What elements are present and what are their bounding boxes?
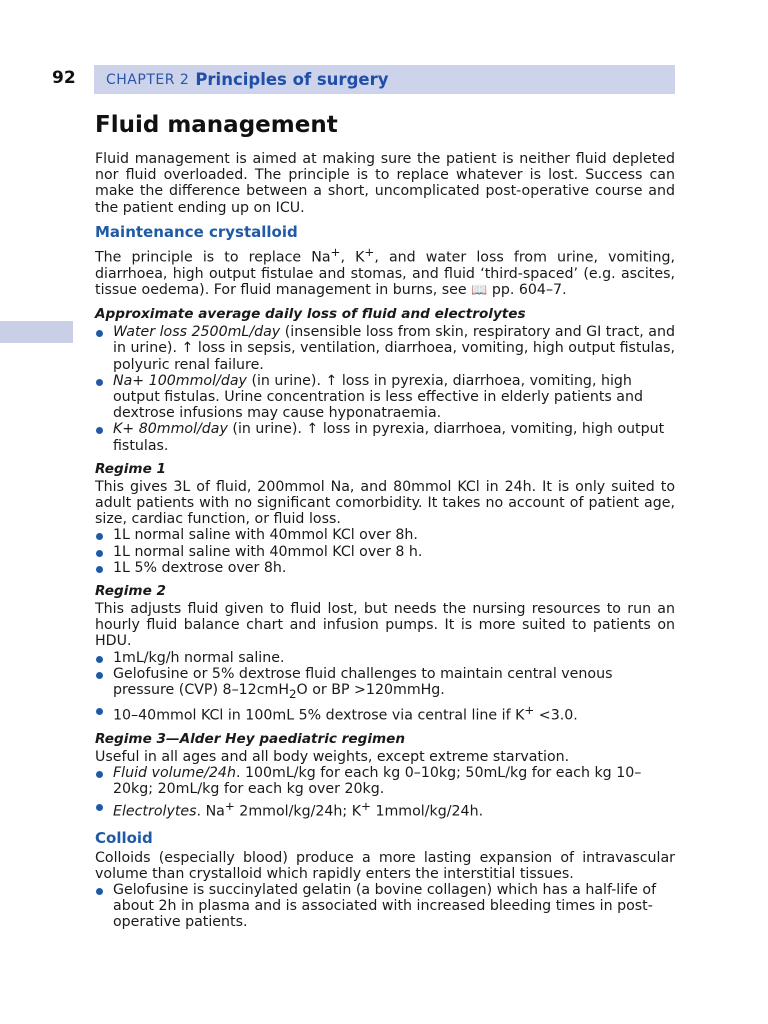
chapter-thumb-tab: [0, 321, 73, 343]
list-item: 1L normal saline with 40mmol KCl over 8h.: [95, 527, 675, 543]
list-item: Gelofusine or 5% dextrose fluid challenges to maintain central venous pressure (CVP) 8–12cmH$_2$O or BP >120mmHg.: [95, 666, 675, 702]
regime2-list: [95, 650, 675, 724]
list-item: 10–40mmol KCl in 100mL 5% dextrose via central line if K+ <3.0.: [95, 702, 675, 724]
running-header: [94, 65, 675, 94]
daily-loss-heading: Approximate average daily loss of fluid and electrolytes: [95, 306, 526, 323]
regime2-paragraph: This adjusts fluid given to fluid lost, but needs the nursing resources to run an hourly fluid balance chart and infusion pumps. It is more suited to patients on HDU.: [95, 601, 675, 650]
intro-paragraph: Fluid management is aimed at making sure the patient is neither fluid depleted nor fluid overloaded. The principle is to replace whatever is lost. Success can make the difference between a short, uncomplicated post-operative course and the patient ending up on ICU.: [95, 151, 675, 216]
regime3-paragraph: Useful in all ages and all body weights, except extreme starvation.: [95, 748, 570, 765]
list-item: 1L 5% dextrose over 8h.: [95, 560, 675, 576]
page-number: 92: [52, 68, 76, 88]
page-body: [95, 110, 675, 931]
regime3-list: [95, 765, 675, 819]
regime2-heading: Regime 2: [95, 583, 166, 599]
maintenance-paragraph: The principle is to replace Na+, K+, and water loss from urine, vomiting, diarrhoea, high output fistulae and stomas, and fluid ‘third-spaced’ (e.g. ascites, tissue oedema). For fluid management in burns, see 📖 pp. 604–7.: [95, 244, 675, 298]
list-item: Water loss 2500mL/day (insensible loss from skin, respiratory and GI tract, and in urine). ↑ loss in sepsis, ventilation, diarrhoea, vomiting, high output fistulas, polyuric renal failure.: [95, 324, 675, 373]
list-item: Na+ 100mmol/day (in urine). ↑ loss in pyrexia, diarrhoea, vomiting, high output fistulas. Urine concentration is less effective in elderly patients and dextrose infusions may cause hyponatraemia.: [95, 373, 675, 422]
regime1-paragraph: This gives 3L of fluid, 200mmol Na, and 80mmol KCl in 24h. It is only suited to adult patients with no significant comorbidity. It takes no account of patient age, size, cardiac function, or fluid loss.: [95, 478, 675, 528]
regime1-list: [95, 527, 675, 576]
daily-loss-list: [95, 324, 675, 454]
list-item: 1mL/kg/h normal saline.: [95, 650, 675, 666]
colloid-paragraph: Colloids (especially blood) produce a more lasting expansion of intravascular volume than crystalloid which rapidly enters the interstitial tissues.: [95, 849, 675, 882]
chapter-title: Principles of surgery: [195, 70, 389, 89]
maintenance-heading: Maintenance crystalloid: [95, 222, 298, 241]
list-item: Gelofusine is succinylated gelatin (a bovine collagen) which has a half-life of about 2h in plasma and is associated with increased bleeding times in post-operative patients.: [95, 882, 675, 931]
list-item: Fluid volume/24h. 100mL/kg for each kg 0–10kg; 50mL/kg for each kg 10–20kg; 20mL/kg for each kg over 20kg.: [95, 765, 675, 797]
colloid-heading: Colloid: [95, 828, 153, 847]
list-item: Electrolytes. Na+ 2mmol/kg/24h; K+ 1mmol/kg/24h.: [95, 798, 675, 820]
book-icon: 📖: [471, 282, 488, 298]
regime3-heading: Regime 3—Alder Hey paediatric regimen: [95, 730, 406, 747]
colloid-list: [95, 882, 675, 931]
regime1-heading: Regime 1: [95, 460, 166, 477]
list-item: 1L normal saline with 40mmol KCl over 8 h.: [95, 544, 675, 560]
page-title: Fluid management: [95, 112, 338, 138]
list-item: K+ 80mmol/day (in urine). ↑ loss in pyrexia, diarrhoea, vomiting, high output fistulas.: [95, 421, 675, 453]
chapter-label: CHAPTER 2: [106, 71, 190, 88]
